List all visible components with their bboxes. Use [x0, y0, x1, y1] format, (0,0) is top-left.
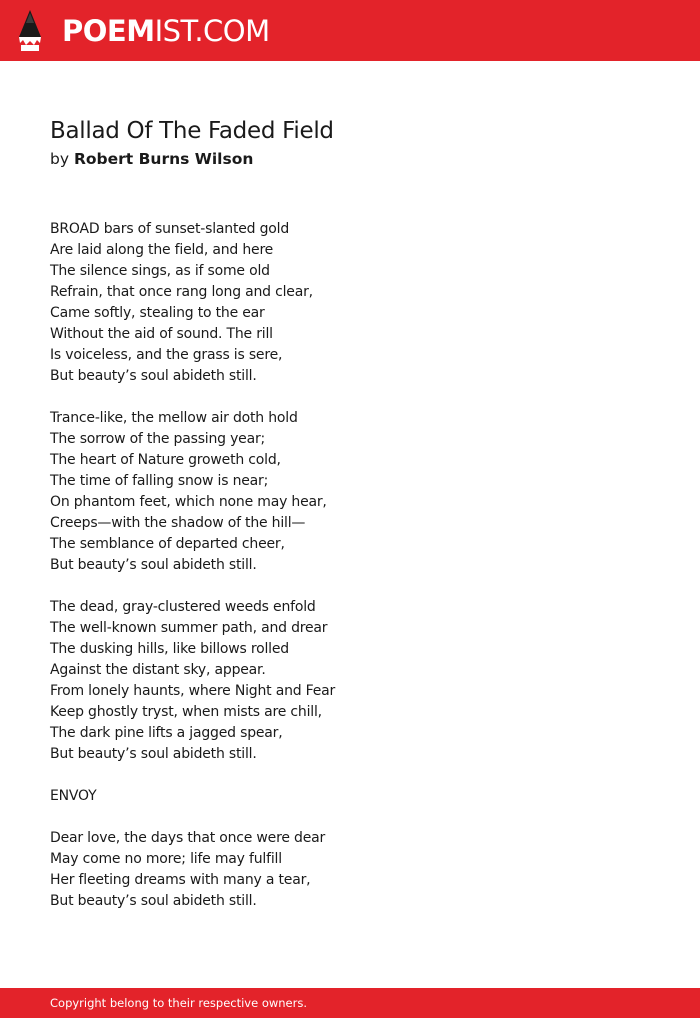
poem-line: The sorrow of the passing year;	[50, 431, 266, 447]
author-name: Robert Burns Wilson	[73, 150, 254, 168]
poem-line: The well-known summer path, and drear	[50, 620, 328, 636]
brand-bold-text: POEM	[62, 14, 155, 48]
site-footer	[0, 988, 700, 1018]
poem-line: The dead, gray-clustered weeds enfold	[50, 599, 316, 615]
copyright-notice: Copyright belong to their respective owners.	[50, 996, 308, 1010]
poem-line: Came softly, stealing to the ear	[50, 305, 265, 321]
poem-line: But beauty’s soul abideth still.	[50, 557, 257, 573]
poem-line: The silence sings, as if some old	[50, 263, 270, 279]
poem-line: Her fleeting dreams with many a tear,	[50, 872, 311, 888]
poem-line: On phantom feet, which none may hear,	[50, 494, 327, 510]
poem-stanza	[50, 219, 470, 387]
poem-line: The semblance of departed cheer,	[50, 536, 285, 552]
byline	[50, 149, 253, 169]
poem-line: The time of falling snow is near;	[50, 473, 269, 489]
poem-line: May come no more; life may fulfill	[50, 851, 282, 867]
poem-line: But beauty’s soul abideth still.	[50, 368, 257, 384]
poem-line: BROAD bars of sunset-slanted gold	[50, 221, 290, 237]
poem-stanza	[50, 786, 470, 807]
poem-line: Creeps—with the shadow of the hill—	[50, 515, 306, 531]
poem-line: Against the distant sky, appear.	[50, 662, 266, 678]
poem-line: The dark pine lifts a jagged spear,	[50, 725, 283, 741]
site-logo[interactable]	[62, 11, 270, 51]
poem-line: Are laid along the field, and here	[50, 242, 274, 258]
poem-stanza	[50, 597, 470, 765]
poem-line: Trance-like, the mellow air doth hold	[50, 410, 298, 426]
poem-line: Is voiceless, and the grass is sere,	[50, 347, 283, 363]
poem-line: ENVOY	[50, 788, 97, 804]
poem-stanza	[50, 828, 470, 912]
poem-line: Dear love, the days that once were dear	[50, 830, 326, 846]
poem-line: From lonely haunts, where Night and Fear	[50, 683, 336, 699]
brand-light-text: IST.COM	[154, 14, 270, 48]
poem-line: The dusking hills, like billows rolled	[50, 641, 289, 657]
poem-line: Refrain, that once rang long and clear,	[50, 284, 313, 300]
poem-line: Without the aid of sound. The rill	[50, 326, 273, 342]
poem-body	[50, 219, 470, 933]
poem-title: Ballad Of The Faded Field	[50, 118, 334, 144]
poem-stanza	[50, 408, 470, 576]
poem-line: But beauty’s soul abideth still.	[50, 746, 257, 762]
site-header	[0, 0, 700, 61]
pencil-icon[interactable]	[18, 10, 42, 51]
poem-line: But beauty’s soul abideth still.	[50, 893, 257, 909]
poem-line: Keep ghostly tryst, when mists are chill,	[50, 704, 322, 720]
by-label: by	[50, 150, 70, 168]
poem-line: The heart of Nature groweth cold,	[50, 452, 281, 468]
